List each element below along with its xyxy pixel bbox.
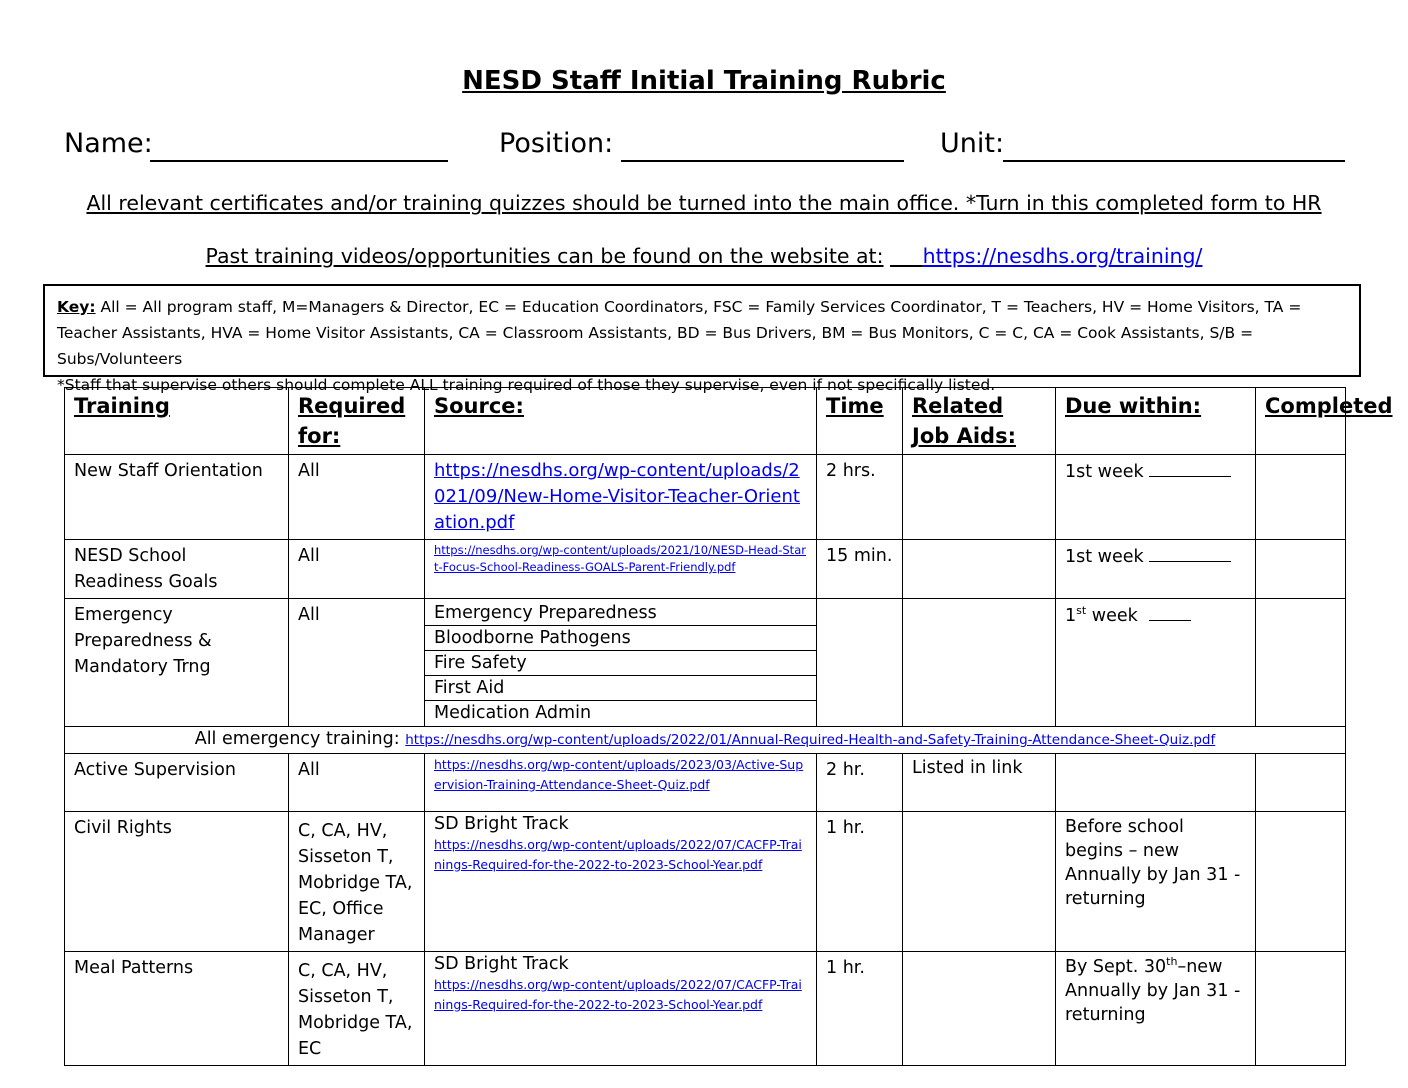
source-link[interactable]: https://nesdhs.org/wp-content/uploads/2023/03/Active-Supervision-Training-Attendance-Sheet-Quiz.pdf: [434, 757, 804, 792]
source-link[interactable]: https://nesdhs.org/wp-content/uploads/2021/09/New-Home-Visitor-Teacher-Orientation.pdf: [434, 460, 800, 533]
header-job-aids: Related Job Aids:: [903, 388, 1056, 455]
time-cell: 1 hr.: [817, 812, 903, 952]
header-training: Training: [65, 388, 289, 455]
training-cell: Civil Rights: [65, 812, 289, 952]
job-aids-cell: [903, 952, 1056, 1066]
header-time: Time: [817, 388, 903, 455]
table-header-row: [65, 388, 1346, 455]
header-due: Due within:: [1056, 388, 1256, 455]
source-list: [425, 599, 817, 727]
training-cell: Meal Patterns: [65, 952, 289, 1066]
training-cell: NESD School Readiness Goals: [65, 540, 289, 599]
all-emergency-label: All emergency training:: [194, 729, 400, 749]
table-row: [65, 540, 1346, 599]
source-item: Fire Safety: [425, 651, 816, 676]
due-cell: By Sept. 30th–new Annually by Jan 31 - returning: [1056, 952, 1256, 1066]
due-cell: 1st week: [1056, 455, 1256, 540]
due-cell: [1056, 754, 1256, 812]
source-link[interactable]: https://nesdhs.org/wp-content/uploads/2022/07/CACFP-Trainings-Required-for-the-2022-to-2023-School-Year.pdf: [434, 977, 802, 1012]
completed-cell[interactable]: [1256, 754, 1346, 812]
required-cell: All: [289, 540, 425, 599]
training-website-link[interactable]: https://nesdhs.org/training/: [922, 244, 1203, 268]
completed-cell[interactable]: [1256, 812, 1346, 952]
all-emergency-link[interactable]: https://nesdhs.org/wp-content/uploads/2022/01/Annual-Required-Health-and-Safety-Training-Attendance-Sheet-Quiz.pdf: [405, 732, 1216, 748]
job-aids-cell: [903, 540, 1056, 599]
table-row: [65, 754, 1346, 812]
completed-cell[interactable]: [1256, 599, 1346, 727]
name-label: Name:: [64, 128, 153, 159]
time-cell: [817, 599, 903, 727]
job-aids-cell: [903, 599, 1056, 727]
time-cell: 15 min.: [817, 540, 903, 599]
time-cell: 1 hr.: [817, 952, 903, 1066]
key-label: Key:: [57, 298, 96, 316]
name-field[interactable]: [150, 160, 448, 162]
supervise-note: *Staff that supervise others should complete ALL training required of those they supervise, even if not specifically listed.: [57, 376, 996, 394]
unit-label: Unit:: [940, 128, 1005, 159]
key-box: [43, 284, 1361, 394]
training-cell: Emergency Preparedness & Mandatory Trng: [65, 599, 289, 727]
table-row: [65, 812, 1346, 952]
source-title: SD Bright Track: [434, 954, 569, 974]
past-training-note: [0, 244, 1408, 268]
due-cell: Before school begins – new Annually by Jan 31 - returning: [1056, 812, 1256, 952]
source-item: First Aid: [425, 676, 816, 701]
page-title: NESD Staff Initial Training Rubric: [462, 66, 946, 96]
completed-cell[interactable]: [1256, 540, 1346, 599]
position-label: Position:: [499, 128, 614, 159]
required-cell: C, CA, HV, Sisseton T, Mobridge TA, EC: [289, 952, 425, 1066]
training-cell: Active Supervision: [65, 754, 289, 812]
job-aids-cell: Listed in link: [903, 754, 1056, 812]
table-row: [65, 455, 1346, 540]
training-table: [64, 387, 1393, 1066]
table-row: [65, 952, 1346, 1066]
training-cell: New Staff Orientation: [65, 455, 289, 540]
table-row: [65, 599, 1346, 727]
time-cell: 2 hr.: [817, 754, 903, 812]
source-item: Medication Admin: [434, 703, 592, 723]
time-cell: 2 hrs.: [817, 455, 903, 540]
header-completed: Completed: [1256, 388, 1346, 455]
completed-cell[interactable]: [1256, 455, 1346, 540]
source-link[interactable]: https://nesdhs.org/wp-content/uploads/2021/10/NESD-Head-Start-Focus-School-Readiness-GOALS-Parent-Friendly.pdf: [434, 543, 806, 574]
job-aids-cell: [903, 812, 1056, 952]
completed-cell[interactable]: [1256, 952, 1346, 1066]
source-title: SD Bright Track: [434, 814, 569, 834]
certificates-note: All relevant certificates and/or training quizzes should be turned into the main office. *Turn in this completed form to HR: [86, 191, 1322, 215]
key-text: All = All program staff, M=Managers & Director, EC = Education Coordinators, FSC = Family Services Coordinator, T = Teachers, HV = Home Visitors, TA = Teacher Assistants, HVA = Home Visitor Assistants, CA = Classroom Assistants, BD = Bus Drivers, BM = Bus Monitors, C = C, CA = Cook Assistants, S/B = Subs/Volunteers: [57, 298, 1302, 368]
table-row: [65, 727, 1346, 754]
header-source: Source:: [425, 388, 817, 455]
required-cell: All: [289, 455, 425, 540]
position-field[interactable]: [621, 160, 904, 162]
required-cell: C, CA, HV, Sisseton T, Mobridge TA, EC, Office Manager: [289, 812, 425, 952]
due-cell: 1st week: [1056, 599, 1256, 727]
source-item: Emergency Preparedness: [425, 599, 816, 626]
required-cell: All: [289, 754, 425, 812]
source-link[interactable]: https://nesdhs.org/wp-content/uploads/2022/07/CACFP-Trainings-Required-for-the-2022-to-2023-School-Year.pdf: [434, 837, 802, 872]
source-item: Bloodborne Pathogens: [425, 626, 816, 651]
header-required: Required for:: [289, 388, 425, 455]
unit-field[interactable]: [1003, 160, 1345, 162]
required-cell: All: [289, 599, 425, 727]
past-training-text: Past training videos/opportunities can be found on the website at:: [205, 244, 884, 268]
job-aids-cell: [903, 455, 1056, 540]
due-cell: 1st week: [1056, 540, 1256, 599]
